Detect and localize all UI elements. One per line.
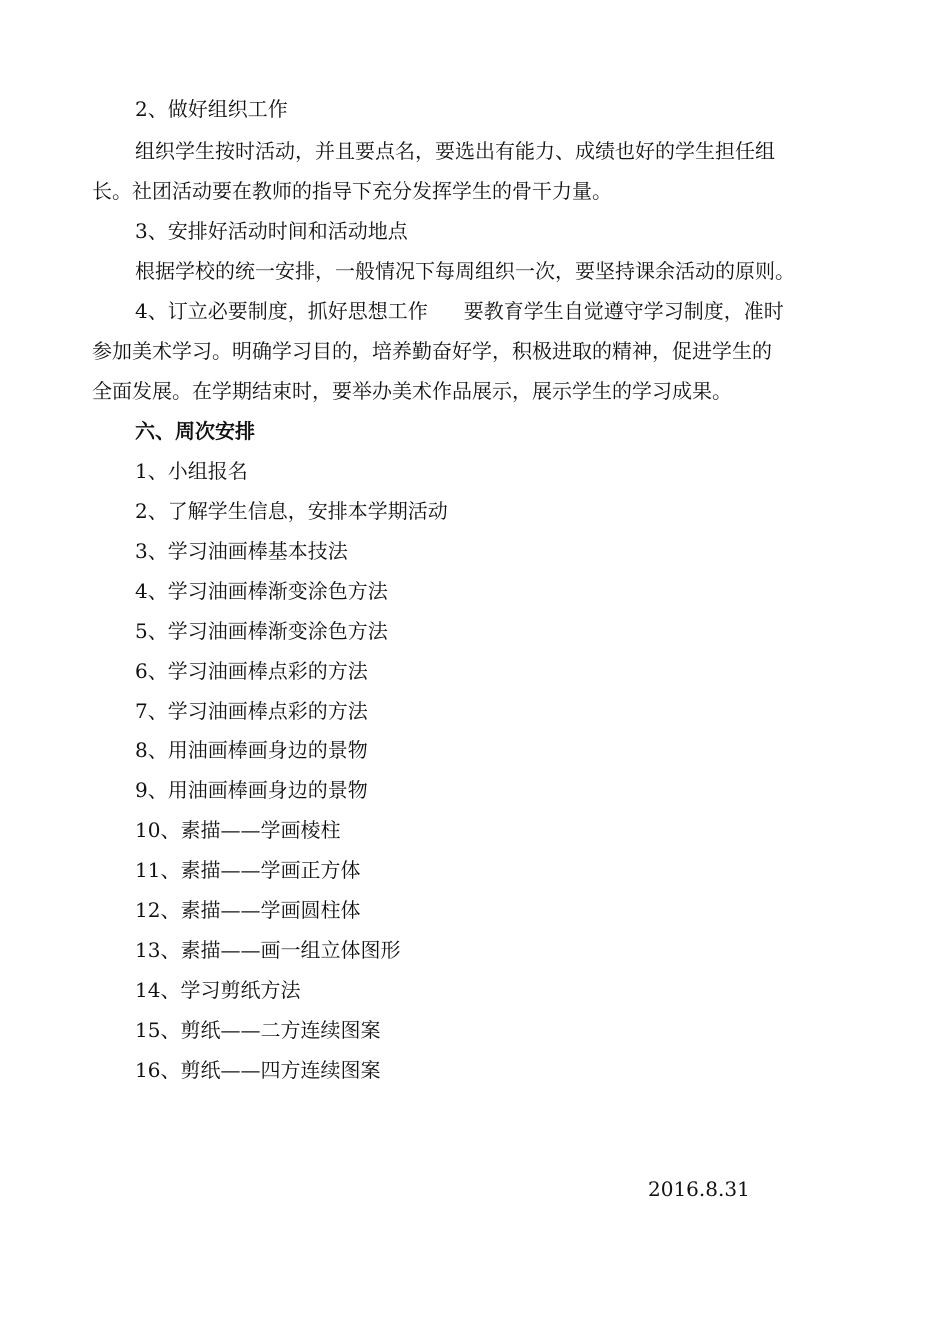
list-item: 5、学习油画棒渐变涂色方法: [135, 619, 388, 643]
list-item: 6、学习油画棒点彩的方法: [135, 659, 368, 683]
item3-title: 3、安排好活动时间和活动地点: [135, 219, 408, 243]
list-item: 4、学习油画棒渐变涂色方法: [135, 579, 388, 603]
list-item: 10、素描——学画棱柱: [135, 818, 341, 842]
list-item: 2、了解学生信息，安排本学期活动: [135, 499, 448, 523]
document-date: 2016.8.31: [648, 1177, 750, 1201]
list-item: 15、剪纸——二方连续图案: [135, 1018, 381, 1042]
list-item: 13、素描——画一组立体图形: [135, 938, 401, 962]
item4-line1: [135, 291, 784, 331]
item4-body-line3: 全面发展。在学期结束时，要举办美术作品展示，展示学生的学习成果。: [92, 379, 732, 403]
list-item: 12、素描——学画圆柱体: [135, 898, 361, 922]
item4-title: 4、订立必要制度，抓好思想工作: [135, 299, 428, 323]
list-item: 11、素描——学画正方体: [135, 858, 361, 882]
list-item: 9、用油画棒画身边的景物: [135, 778, 368, 802]
schedule-heading: 六、周次安排: [135, 419, 255, 443]
list-item: 16、剪纸——四方连续图案: [135, 1058, 381, 1082]
list-item: 8、用油画棒画身边的景物: [135, 738, 368, 762]
item3-body: 根据学校的统一安排，一般情况下每周组织一次，要坚持课余活动的原则。: [135, 259, 795, 283]
list-item: 14、学习剪纸方法: [135, 978, 301, 1002]
item4-body-line2: 参加美术学习。明确学习目的，培养勤奋好学，积极进取的精神，促进学生的: [92, 339, 772, 363]
item2-title: 2、做好组织工作: [135, 97, 288, 121]
list-item: 1、小组报名: [135, 459, 248, 483]
item2-body-line2: 长。社团活动要在教师的指导下充分发挥学生的骨干力量。: [92, 179, 612, 203]
list-item: 7、学习油画棒点彩的方法: [135, 699, 368, 723]
list-item: 3、学习油画棒基本技法: [135, 539, 348, 563]
item4-body-line1: 要教育学生自觉遵守学习制度，准时: [463, 299, 784, 323]
item2-body-line1: 组织学生按时活动，并且要点名，要选出有能力、成绩也好的学生担任组: [135, 139, 775, 163]
